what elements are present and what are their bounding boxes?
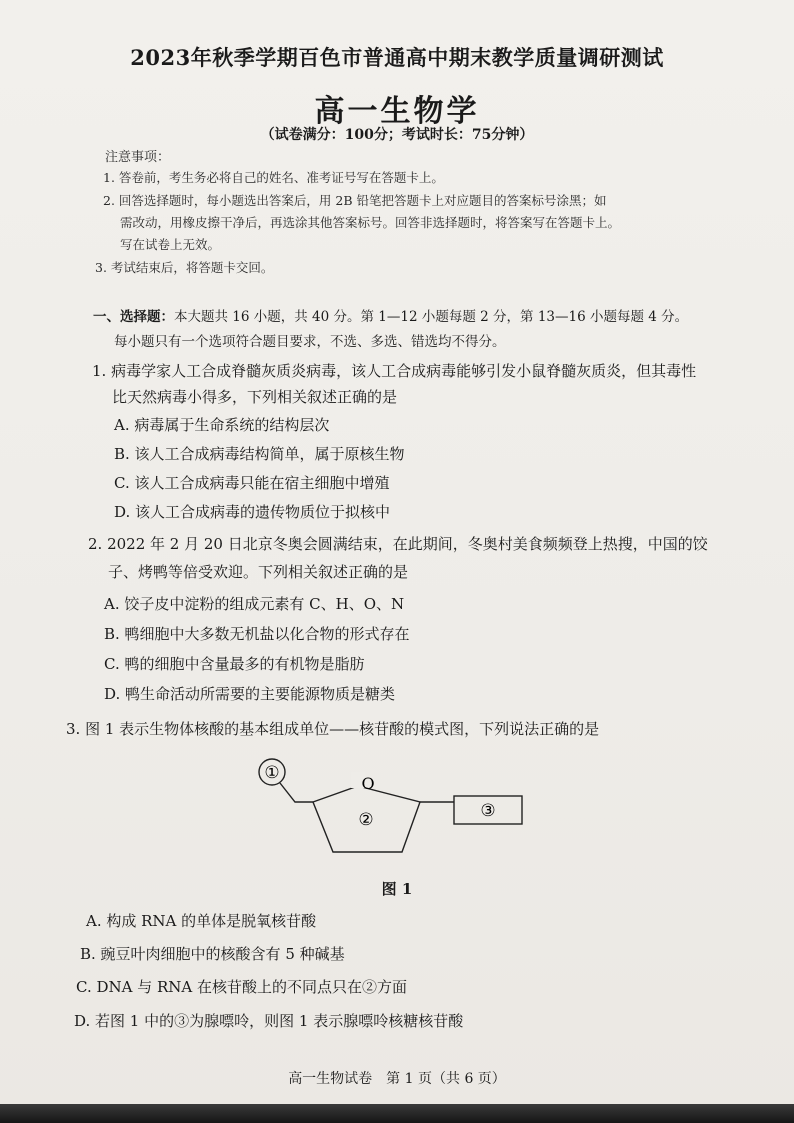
question-3-option-b: B. 豌豆叶肉细胞中的核酸含有 5 种碱基 xyxy=(80,945,345,963)
question-3-option-c: C. DNA 与 RNA 在核苷酸上的不同点只在②方面 xyxy=(76,978,408,996)
section-line2: 每小题只有一个选项符合题目要求，不选、多选、错选均不得分。 xyxy=(114,334,506,350)
notice-item: 1. 答卷前，考生务必将自己的姓名、准考证号写在答题卡上。 xyxy=(103,170,444,185)
notice-item: 需改动，用橡皮擦干净后，再选涂其他答案标号。回答非选择题时，将答案写在答题卡上。 xyxy=(120,215,621,230)
label-2: ② xyxy=(358,810,374,830)
question-2-stem: 2. 2022 年 2 月 20 日北京冬奥会圆满结束，在此期间，冬奥村美食频频登上热搜，中国的饺 xyxy=(88,535,708,553)
question-3-option-a: A. 构成 RNA 的单体是脱氧核苷酸 xyxy=(86,912,317,930)
question-1-option-c: C. 该人工合成病毒只能在宿主细胞中增殖 xyxy=(114,474,390,492)
question-3-stem: 3. 图 1 表示生物体核酸的基本组成单位——核苷酸的模式图，下列说法正确的是 xyxy=(66,720,600,738)
question-3-option-d: D. 若图 1 中的③为腺嘌呤，则图 1 表示腺嘌呤核糖核苷酸 xyxy=(74,1012,464,1030)
notice-item: 写在试卷上无效。 xyxy=(120,237,221,252)
question-1-option-b: B. 该人工合成病毒结构简单，属于原核生物 xyxy=(114,445,405,463)
page-footer: 高一生物试卷 第 1 页（共 6 页） xyxy=(288,1071,506,1087)
notice-item: 3. 考试结束后，将答题卡交回。 xyxy=(95,260,274,275)
oxygen-label: O xyxy=(361,774,375,793)
question-1-option-d: D. 该人工合成病毒的遗传物质位于拟核中 xyxy=(114,503,391,521)
exam-title: 2023年秋季学期百色市普通高中期末教学质量调研测试 xyxy=(130,45,664,70)
subject-title: 高一生物学 xyxy=(314,94,480,129)
question-1-option-a: A. 病毒属于生命系统的结构层次 xyxy=(114,416,330,434)
figure-caption: 图 1 xyxy=(381,880,413,898)
label-3: ③ xyxy=(480,801,496,821)
question-1-stem: 比天然病毒小得多，下列相关叙述正确的是 xyxy=(112,388,398,406)
nucleotide-diagram xyxy=(250,750,540,870)
question-2-option-d: D. 鸭生命活动所需要的主要能源物质是糖类 xyxy=(104,685,396,703)
section-line1: 本大题共 16 小题，共 40 分。第 1—12 小题每题 2 分，第 13—16 小题每题 4 分。 xyxy=(174,309,689,325)
question-2-option-c: C. 鸭的细胞中含量最多的有机物是脂肪 xyxy=(104,655,365,673)
scan-bottom-edge xyxy=(0,1104,794,1123)
question-2-option-a: A. 饺子皮中淀粉的组成元素有 C、H、O、N xyxy=(104,595,405,613)
question-1-stem: 1. 病毒学家人工合成脊髓灰质炎病毒，该人工合成病毒能够引发小鼠脊髓灰质炎，但其毒性 xyxy=(92,362,697,380)
notice-item: 2. 回答选择题时，每小题选出答案后，用 2B 铅笔把答题卡上对应题目的答案标号涂黑；如 xyxy=(103,193,607,208)
section-header xyxy=(93,305,688,325)
label-1: ① xyxy=(264,763,280,783)
phosphate-bond xyxy=(280,783,313,802)
notice-title: 注意事项： xyxy=(105,150,171,165)
section-label: 一、选择题： xyxy=(93,309,174,325)
exam-meta: （试卷满分：100分；考试时长：75分钟） xyxy=(260,127,534,143)
question-2-option-b: B. 鸭细胞中大多数无机盐以化合物的形式存在 xyxy=(104,625,410,643)
question-2-stem: 子、烤鸭等倍受欢迎。下列相关叙述正确的是 xyxy=(108,563,409,581)
